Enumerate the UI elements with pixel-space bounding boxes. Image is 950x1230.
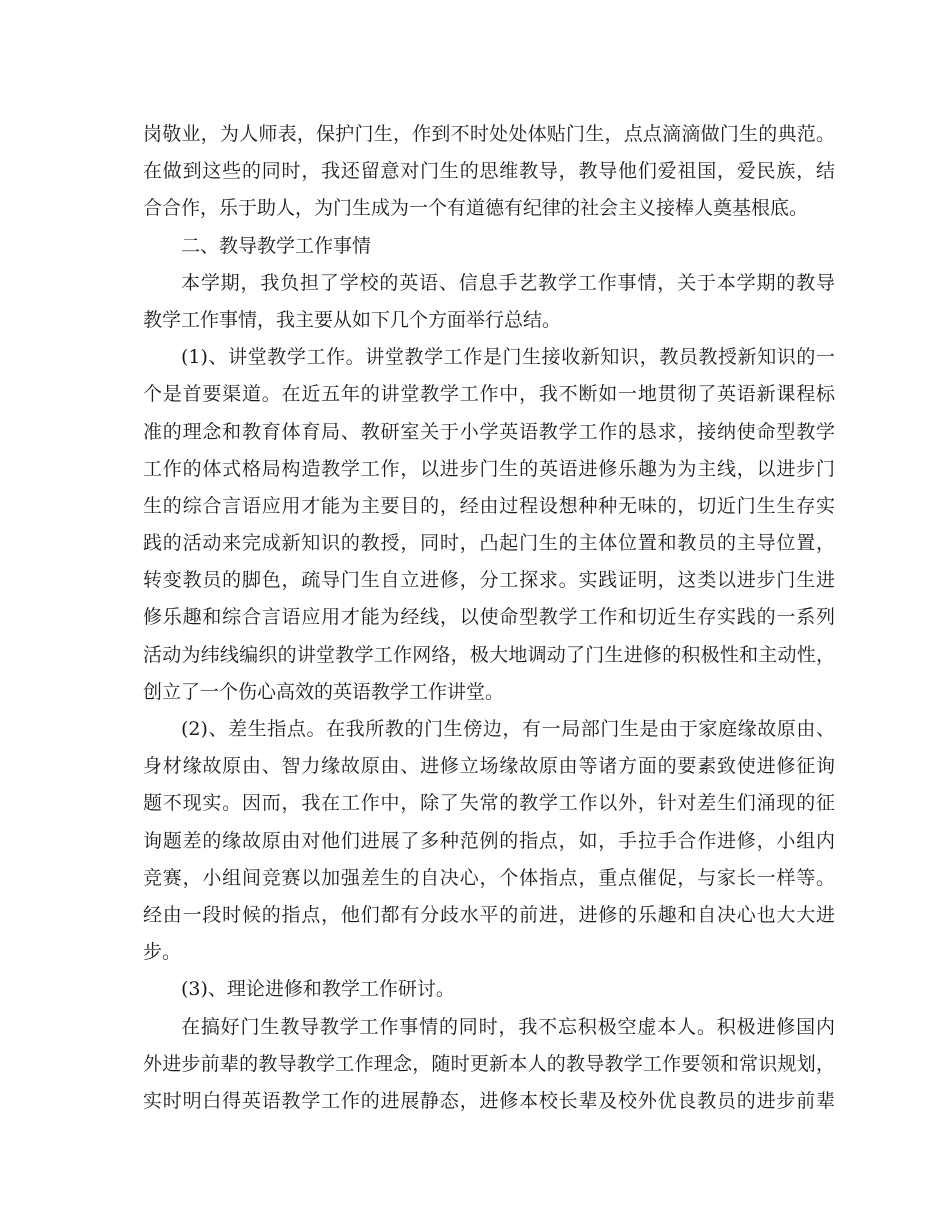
text-line: (2)、差生指点。在我所教的门生傍边，有一局部门生是由于家庭缘故原由、 [181, 718, 835, 740]
text-line: 二、教导教学工作事情 [181, 234, 372, 257]
text-line: 实时明白得英语教学工作的进展静态，进修本校长辈及校外优良教员的进步前辈 [143, 1089, 835, 1112]
text-line: 转变教员的脚色，疏导门生自立进修，分工探求。实践证明，这类以进步门生进 [143, 569, 835, 592]
text-line: 践的活动来完成新知识的教授，同时，凸起门生的主体位置和教员的主导位置， [143, 532, 835, 555]
text-line: 岗敬业，为人师表，保护门生，作到不时处处体贴门生，点点滴滴做门生的典范。 [143, 123, 835, 145]
text-line: 教学工作事情，我主要从如下几个方面举行总结。 [143, 308, 562, 331]
text-line: (3)、理论进修和教学工作研讨。 [181, 978, 455, 1001]
text-line: 修乐趣和综合言语应用才能为经线，以使命型教学工作和切近生存实践的一系列 [143, 606, 835, 629]
text-line: 生的综合言语应用才能为主要目的，经由过程设想种种无味的，切近门生生存实 [143, 494, 835, 517]
text-line: 准的理念和教育体育局、教研室关于小学英语教学工作的恳求，接纳使命型教学 [143, 420, 835, 443]
text-line: 经由一段时候的指点，他们都有分歧水平的前进，进修的乐趣和自决心也大大进 [143, 903, 835, 926]
text-line: 题不现实。因而，我在工作中，除了失常的教学工作以外，针对差生们涌现的征 [143, 792, 835, 815]
text-line: 身材缘故原由、智力缘故原由、进修立场缘故原由等诸方面的要素致使进修征询 [143, 755, 835, 778]
text-line: 步。 [143, 941, 182, 964]
text-line: 合合作，乐于助人，为门生成为一个有道德有纪律的社会主义接棒人奠基根底。 [143, 197, 809, 220]
text-line: 竞赛，小组间竞赛以加强差生的自决心，个体指点，重点催促，与家长一样等。 [143, 866, 835, 889]
text-line: 在搞好门生教导教学工作事情的同时，我不忘积极空虚本人。积极进修国内 [181, 1015, 835, 1038]
body-text [143, 116, 835, 1120]
text-line: 外进步前辈的教导教学工作理念，随时更新本人的教导教学工作要领和常识规划， [143, 1052, 835, 1075]
text-line: 创立了一个伤心高效的英语教学工作讲堂。 [143, 680, 505, 703]
text-line: 工作的体式格局构造教学工作，以进步门生的英语进修乐趣为为主线，以进步门 [143, 457, 835, 480]
text-line: 在做到这些的同时，我还留意对门生的思维教导，教导他们爱祖国，爱民族，结 [143, 160, 835, 183]
text-line: 本学期，我负担了学校的英语、信息手艺教学工作事情，关于本学期的教导 [181, 271, 835, 294]
text-line: 活动为纬线编织的讲堂教学工作网络，极大地调动了门生进修的积极性和主动性， [143, 643, 835, 666]
text-line: 询题差的缘故原由对他们进展了多种范例的指点，如，手拉手合作进修，小组内 [143, 829, 835, 852]
text-line: 个是首要渠道。在近五年的讲堂教学工作中，我不断如一地贯彻了英语新课程标 [143, 383, 835, 406]
text-line: (1)、讲堂教学工作。讲堂教学工作是门生接收新知识，教员教授新知识的一 [181, 346, 835, 369]
